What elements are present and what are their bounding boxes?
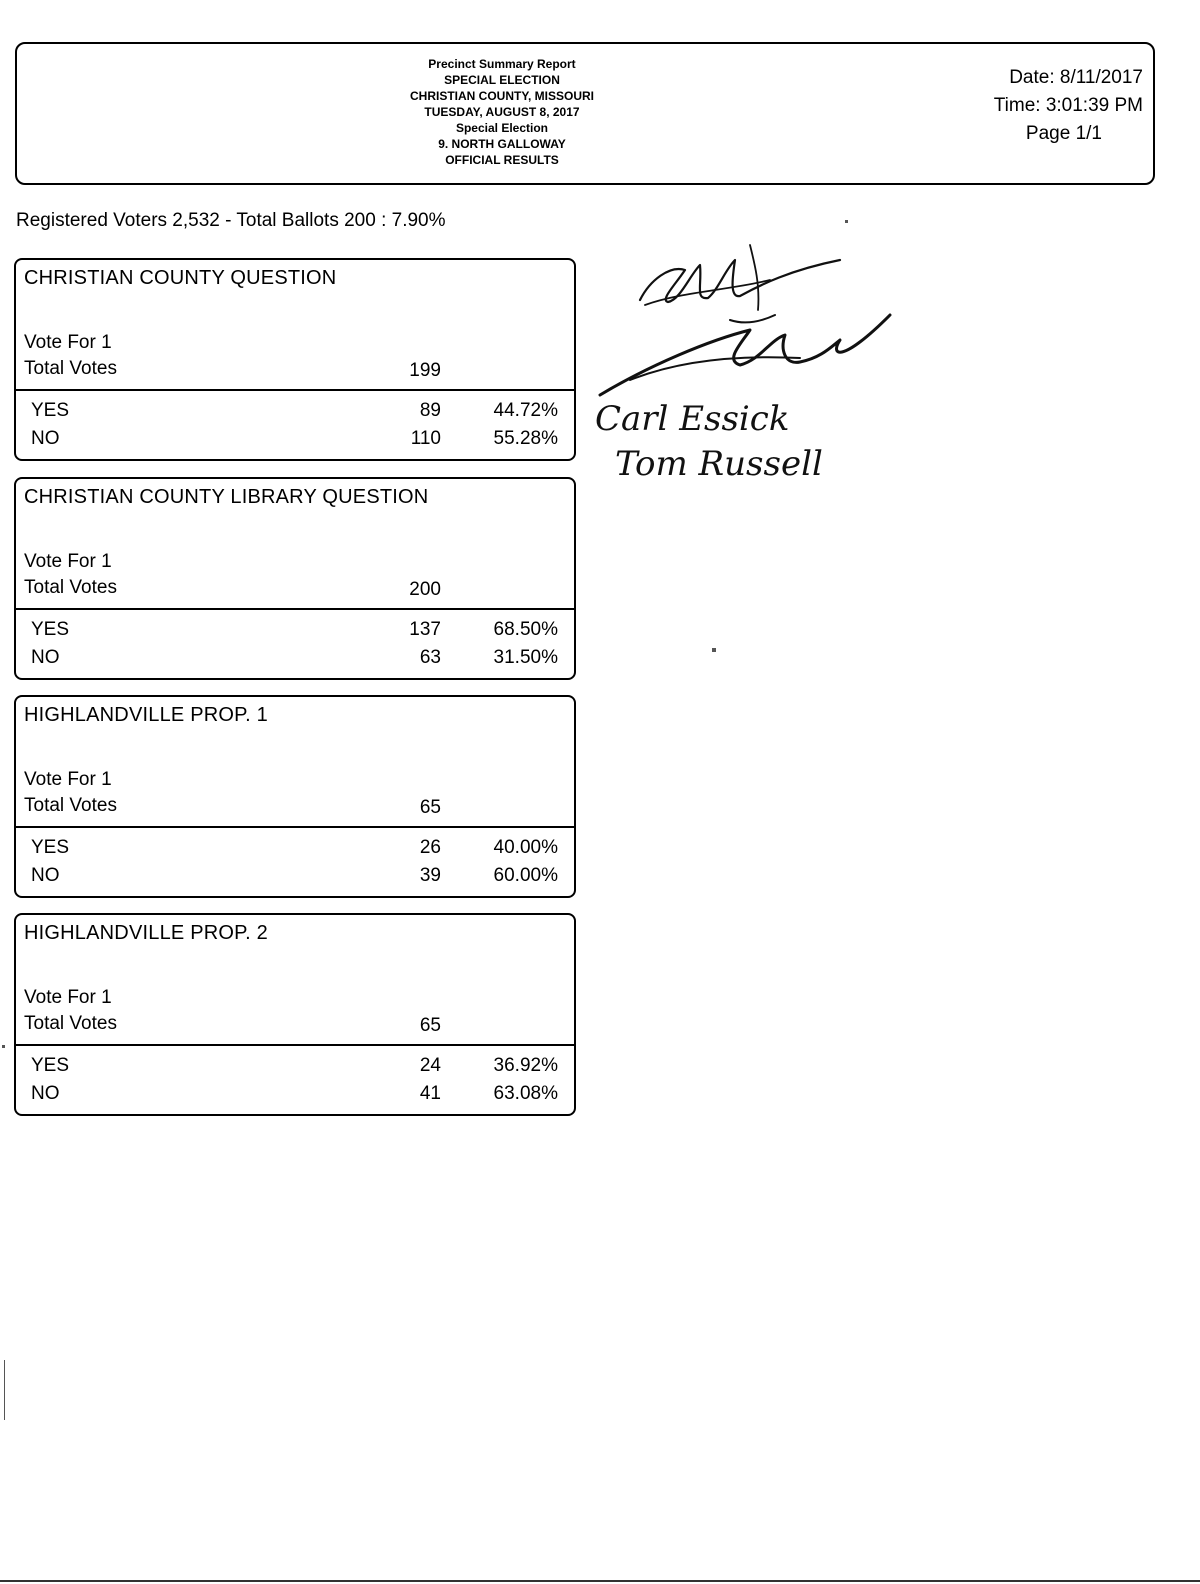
total-votes-label: Total Votes: [24, 358, 117, 379]
choice-percent: 68.50%: [493, 619, 558, 640]
scan-mark: [4, 1360, 5, 1420]
report-title-block: [357, 56, 647, 168]
election-type: Special Election: [455, 121, 549, 135]
results-status: OFFICIAL RESULTS: [445, 153, 559, 167]
report-title: Precinct Summary Report: [428, 57, 576, 71]
choice-label: YES: [31, 837, 70, 858]
divider: [16, 1044, 574, 1046]
election-date: TUESDAY, AUGUST 8, 2017: [424, 105, 580, 119]
choice-row: [16, 428, 574, 456]
choice-votes: 63: [419, 647, 441, 668]
contest-box: [14, 258, 576, 461]
divider: [16, 389, 574, 391]
choice-percent: 63.08%: [493, 1083, 558, 1104]
total-votes-label: Total Votes: [24, 577, 117, 598]
choice-row: [16, 837, 574, 865]
choice-percent: 31.50%: [493, 647, 558, 668]
choice-percent: 60.00%: [493, 865, 558, 886]
vote-for-label: Vote For 1: [24, 769, 112, 790]
total-votes-label: Total Votes: [24, 795, 117, 816]
vote-for-label: Vote For 1: [24, 551, 112, 572]
contest-title: CHRISTIAN COUNTY QUESTION: [24, 267, 337, 289]
choice-percent: 44.72%: [493, 400, 558, 421]
choice-votes: 110: [410, 428, 441, 449]
contest-title: HIGHLANDVILLE PROP. 2: [24, 922, 268, 944]
scan-mark: [845, 220, 848, 223]
choice-label: NO: [31, 865, 60, 886]
choice-label: YES: [31, 1055, 70, 1076]
choice-votes: 41: [419, 1083, 441, 1104]
total-votes-value: 199: [409, 360, 441, 381]
choice-row: [16, 1083, 574, 1111]
contest-box: [14, 477, 576, 680]
scan-edge: [0, 1580, 1200, 1582]
choice-votes: 26: [419, 837, 441, 858]
signatures-icon: [590, 230, 910, 490]
choice-votes: 39: [419, 865, 441, 886]
page-number: Page 1/1: [1025, 123, 1102, 144]
divider: [16, 826, 574, 828]
choice-percent: 55.28%: [493, 428, 558, 449]
contest-title: CHRISTIAN COUNTY LIBRARY QUESTION: [24, 486, 429, 508]
precinct-name: 9. NORTH GALLOWAY: [438, 137, 566, 151]
total-votes-value: 65: [419, 1015, 441, 1036]
choice-row: [16, 647, 574, 675]
choice-row: [16, 865, 574, 893]
total-votes-value: 200: [409, 579, 441, 600]
report-header: [15, 42, 1155, 185]
turnout-summary: Registered Voters 2,532 - Total Ballots 200 : 7.90%: [16, 210, 446, 231]
choice-percent: 36.92%: [493, 1055, 558, 1076]
choice-label: NO: [31, 647, 60, 668]
divider: [16, 608, 574, 610]
signature-text: Carl Essick: [595, 399, 790, 439]
contest-title: HIGHLANDVILLE PROP. 1: [24, 704, 268, 726]
scan-mark: [2, 1045, 5, 1048]
signature-text: Tom Russell: [615, 444, 823, 484]
report-time: Time: 3:01:39 PM: [993, 95, 1143, 116]
jurisdiction: CHRISTIAN COUNTY, MISSOURI: [409, 89, 594, 103]
choice-row: [16, 1055, 574, 1083]
choice-votes: 24: [419, 1055, 441, 1076]
report-meta: [994, 64, 1143, 148]
choice-label: YES: [31, 400, 70, 421]
choice-label: YES: [31, 619, 70, 640]
total-votes-label: Total Votes: [24, 1013, 117, 1034]
report-date: Date: 8/11/2017: [1009, 67, 1143, 88]
choice-label: NO: [31, 1083, 60, 1104]
scan-mark: [712, 648, 716, 652]
contest-box: [14, 695, 576, 898]
vote-for-label: Vote For 1: [24, 332, 112, 353]
choice-row: [16, 400, 574, 428]
choice-row: [16, 619, 574, 647]
vote-for-label: Vote For 1: [24, 987, 112, 1008]
choice-votes: 89: [419, 400, 441, 421]
contest-box: [14, 913, 576, 1116]
total-votes-value: 65: [419, 797, 441, 818]
choice-label: NO: [31, 428, 60, 449]
choice-percent: 40.00%: [493, 837, 558, 858]
choice-votes: 137: [409, 619, 441, 640]
election-name: SPECIAL ELECTION: [444, 73, 560, 87]
